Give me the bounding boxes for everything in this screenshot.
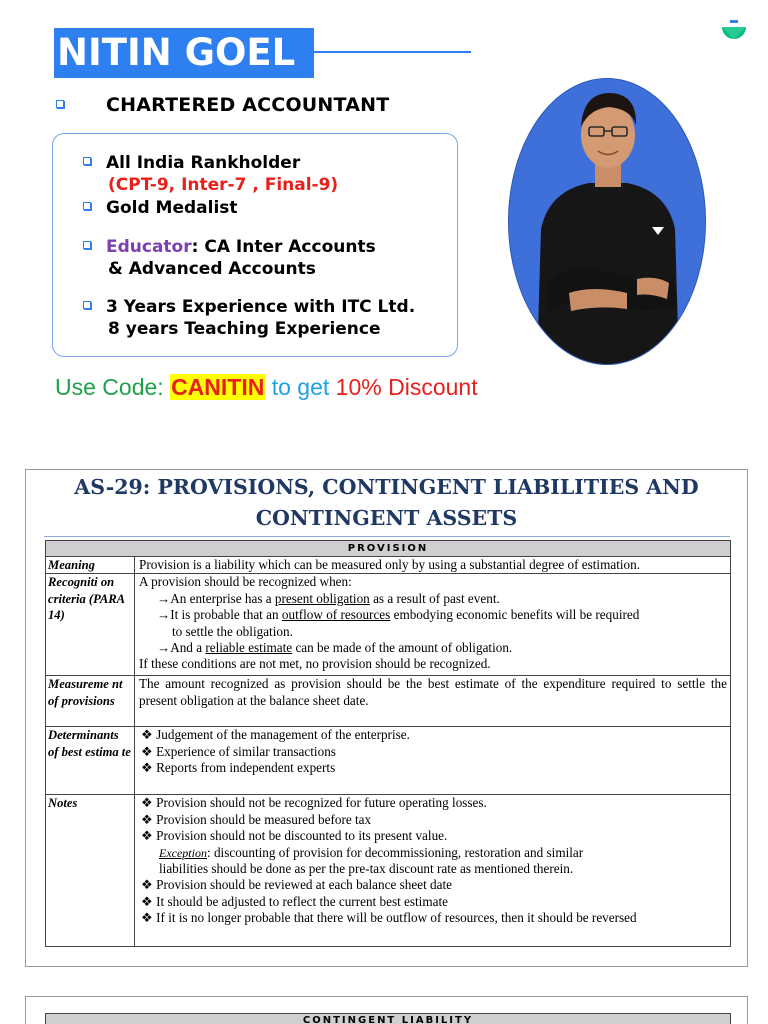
square-bullet-icon	[83, 157, 91, 165]
note-item: ❖ Provision should not be recognized for future operating losses.	[141, 795, 487, 811]
recognition-intro: A provision should be recognized when:	[139, 574, 352, 590]
determinant-item: ❖ Experience of similar transactions	[141, 743, 336, 759]
exception-label: Exception	[159, 845, 207, 860]
note-item: ❖ It should be adjusted to reflect the current best estimate	[141, 893, 448, 909]
note-exception-cont: liabilities should be done as per the pre-tax discount rate as mentioned therein.	[159, 861, 574, 877]
square-bullet-icon	[83, 202, 91, 210]
determinant-item: ❖ Reports from independent experts	[141, 760, 336, 776]
row-value-meaning: Provision is a liability which can be measured only by using a substantial degree of estimation.	[135, 557, 731, 574]
row-value-recognition	[135, 574, 731, 676]
promo-discount: 10% Discount	[335, 374, 478, 400]
promo-middle: to get	[265, 374, 336, 400]
promo-line	[55, 374, 478, 401]
title-line-1: AS-29: PROVISIONS, CONTINGENT LIABILITIES AND	[74, 475, 699, 499]
rank-detail: (CPT-9, Inter-7 , Final-9)	[108, 175, 339, 195]
educator-text-2: & Advanced Accounts	[108, 259, 316, 279]
document-title	[26, 472, 747, 534]
recognition-closing: If these conditions are not met, no provision should be recognized.	[139, 656, 491, 672]
row-label-meaning: Meaning	[46, 557, 135, 574]
rank-item	[83, 152, 338, 196]
educator-label: Educator	[106, 237, 192, 257]
row-label-measurement: Measureme nt of provisions	[46, 676, 135, 727]
promo-prefix: Use Code:	[55, 374, 171, 400]
title-text: CHARTERED ACCOUNTANT	[106, 94, 390, 116]
square-bullet-icon	[83, 301, 91, 309]
experience-2: 8 years Teaching Experience	[108, 319, 381, 339]
row-value-determinants	[135, 727, 731, 795]
promo-code: CANITIN	[171, 374, 265, 400]
experience-1: 3 Years Experience with ITC Ltd.	[106, 297, 416, 317]
contingent-liability-header: CONTINGENT LIABILITY	[45, 1013, 731, 1024]
determinant-item: ❖ Judgement of the management of the enterprise.	[141, 727, 410, 743]
medal-item	[83, 197, 238, 219]
educator-text: : CA Inter Accounts	[191, 237, 376, 257]
presenter-illustration	[509, 79, 706, 365]
experience-item	[83, 296, 415, 340]
note-item: ❖ Provision should be reviewed at each balance sheet date	[141, 877, 452, 893]
row-label-determinants: Determinants of best estima te	[46, 727, 135, 795]
contingent-liability-document	[25, 996, 748, 1024]
professional-title	[56, 94, 389, 116]
rank-label: All India Rankholder	[106, 153, 301, 173]
educator-item	[83, 236, 376, 280]
table-row	[46, 727, 731, 795]
title-divider	[44, 536, 730, 537]
recognition-condition-1: →An enterprise has a present obligation as a result of past event.	[157, 590, 500, 606]
square-bullet-icon	[56, 100, 64, 108]
row-value-measurement: The amount recognized as provision should be the best estimate of the expenditure required to settle the present obligation at the balance sheet date.	[135, 676, 731, 727]
recognition-condition-2: →It is probable that an outflow of resources embodying economic benefits will be required	[157, 607, 640, 623]
recognition-condition-2-cont: to settle the obligation.	[172, 623, 293, 639]
provision-header: PROVISION	[46, 541, 731, 557]
table-row	[46, 574, 731, 676]
exception-text: : discounting of provision for decommissioning, restoration and similar	[206, 844, 584, 860]
table-row	[46, 557, 731, 574]
recognition-condition-3: →And a reliable estimate can be made of the amount of obligation.	[157, 640, 513, 656]
unacademy-logo-icon	[720, 20, 748, 46]
presenter-name: NITIN GOEL	[54, 28, 314, 78]
note-item: ❖ If it is no longer probable that there will be outflow of resources, then it should be reversed	[141, 910, 637, 926]
table-header-row	[46, 541, 731, 557]
note-exception	[139, 845, 727, 861]
note-item: ❖ Provision should not be discounted to its present value.	[141, 828, 448, 844]
table-row	[46, 795, 731, 947]
as29-document	[25, 469, 748, 967]
note-item: ❖ Provision should be measured before tax	[141, 811, 372, 827]
row-label-notes: Notes	[46, 795, 135, 947]
highlights-box	[52, 133, 458, 357]
row-value-notes	[135, 795, 731, 947]
presenter-photo	[508, 78, 706, 365]
name-underline	[313, 51, 471, 53]
square-bullet-icon	[83, 241, 91, 249]
provision-table	[45, 540, 731, 947]
table-row	[46, 676, 731, 727]
title-line-2: CONTINGENT ASSETS	[255, 506, 518, 530]
medal-label: Gold Medalist	[106, 198, 238, 218]
row-label-recognition: Recogniti on criteria (PARA 14)	[46, 574, 135, 676]
